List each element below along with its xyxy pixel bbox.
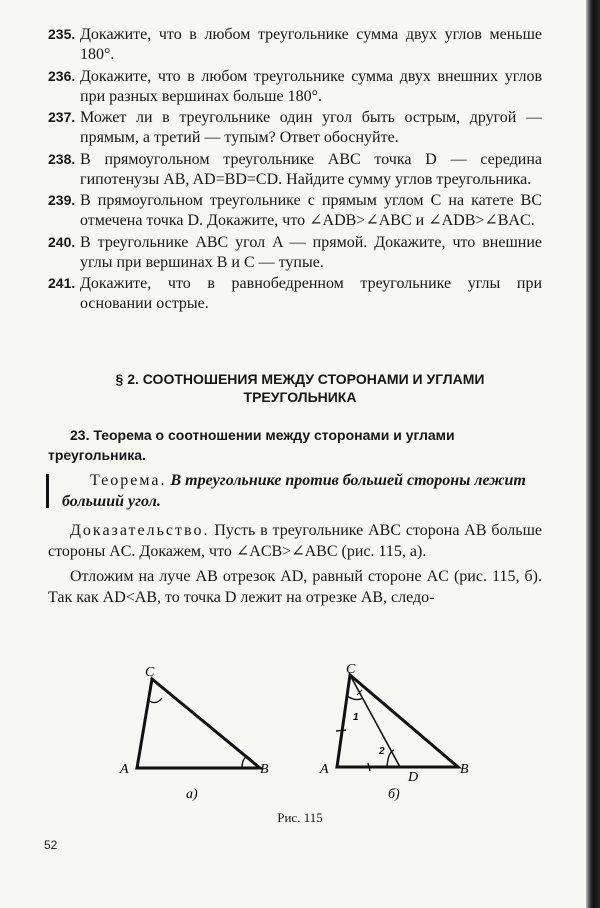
vertex-b-label-b: B: [460, 762, 469, 777]
theorem-statement: [62, 470, 542, 512]
problem-number: 237.: [48, 109, 76, 125]
figure-a: [119, 665, 269, 802]
problem-number: 235.: [48, 26, 76, 42]
vertex-c-label: C: [145, 665, 155, 680]
angle-2-label: 2: [379, 746, 385, 757]
section-title-line-1: § 2. СООТНОШЕНИЯ МЕЖДУ СТОРОНАМИ И УГЛАМИ: [115, 371, 485, 387]
triangle-abc: [137, 679, 260, 768]
section-heading: [60, 370, 540, 406]
figure-b: [319, 662, 469, 802]
figure-b-sublabel: б): [388, 787, 400, 802]
figure-115: [100, 640, 500, 805]
problem-text: В прямоугольном треугольнике с прямым углом C на катете BC отмечена точка D. Докажите, что ∠ADB>∠ABC и ∠ADB>∠BAC.: [80, 192, 542, 229]
proof-text-1: Пусть в треугольнике ABC сторона AB больше стороны AC. Докажем, что ∠ACB>∠ABC (рис. 115, а).: [48, 522, 543, 560]
tick-ad: [368, 763, 370, 771]
problem-237: [48, 107, 542, 148]
proof-text-2: Отложим на луче AB отрезок AD, равный стороне AC (рис. 115, б). Так как AD<AB, то точка D лежит на отрезке AB, следо-: [48, 568, 542, 606]
problem-text: Может ли в треугольнике один угол быть острым, другой — прямым, а третий — тупым? Ответ обоснуйте.: [80, 109, 542, 146]
problem-238: [48, 149, 542, 190]
problem-text: В прямоугольном треугольнике ABC точка D — середина гипотенузы AB, AD=BD=CD. Найдите сумму углов треугольника.: [80, 150, 542, 188]
figure-caption: Рис. 115: [277, 810, 323, 825]
angle-1-label: 1: [353, 712, 359, 723]
problem-number: 241.: [48, 275, 76, 291]
problem-text: Докажите, что в любом треугольнике сумма двух внешних углов при разных вершинах больше 180°.: [80, 67, 542, 105]
proof-label: Доказательство.: [70, 522, 210, 539]
tick-ac: [336, 730, 346, 731]
problem-239: [48, 190, 542, 231]
proof-paragraph-1: [48, 520, 542, 562]
problem-text: В треугольнике ABC угол A — прямой. Докажите, что внешние углы при вершинах B и C — тупые.: [80, 233, 542, 271]
problem-list: [48, 24, 542, 315]
vertex-c-label-b: C: [346, 662, 356, 677]
angle-1-arc: [347, 696, 363, 700]
problem-240: [48, 232, 542, 273]
vertex-b-label: B: [260, 762, 269, 777]
figure-a-sublabel: а): [186, 787, 198, 802]
theorem-label: Теорема.: [90, 472, 167, 489]
theorem-margin-bar: [46, 474, 49, 508]
theorem-text: В треугольнике против большей стороны лежит больший угол.: [62, 472, 526, 510]
vertex-a-label-b: A: [320, 762, 329, 777]
point-d-label: D: [408, 770, 419, 785]
page-binding-edge: [586, 0, 600, 908]
proof-block: [48, 520, 542, 612]
problem-number: 239.: [48, 192, 76, 208]
problem-text: Докажите, что в любом треугольнике сумма двух углов меньше 180°.: [80, 26, 542, 63]
problem-number: 240.: [48, 233, 76, 250]
problem-text: Докажите, что в равнобедренном треугольнике углы при основании острые.: [80, 275, 542, 312]
vertex-a-label: A: [120, 762, 129, 777]
section-title-line-2: ТРЕУГОЛЬНИКА: [243, 389, 357, 405]
problem-236: [48, 66, 542, 107]
problem-241: [48, 273, 542, 314]
problem-number: 236.: [48, 67, 76, 84]
proof-paragraph-2: [48, 566, 542, 608]
problem-number: 238.: [48, 150, 76, 167]
problem-235: [48, 24, 542, 65]
topic-heading: 23. Теорема о соотношении между сторонами и углами треугольника.: [48, 427, 455, 463]
page-number: 52: [44, 838, 58, 852]
